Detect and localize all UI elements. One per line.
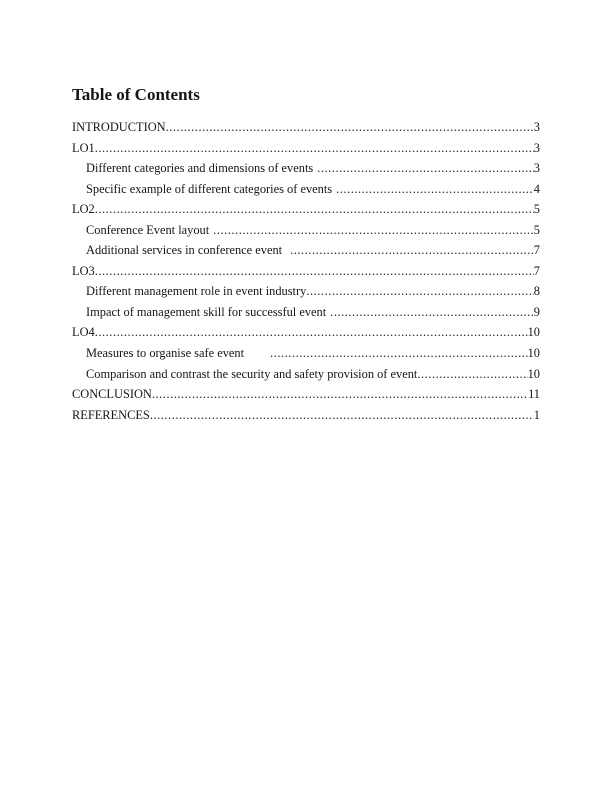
toc-entry-label: INTRODUCTION	[72, 120, 166, 134]
toc-entry-label: Different categories and dimensions of events	[86, 161, 314, 176]
toc-page-number: 7	[533, 263, 540, 278]
toc-entry-security-comparison[interactable]	[72, 364, 540, 385]
table-of-contents	[72, 117, 540, 425]
toc-dot-leader	[306, 281, 533, 302]
toc-entry-specific-example[interactable]	[72, 179, 540, 200]
toc-entry-label: Additional services in conference event	[86, 243, 283, 258]
toc-entry-lo1[interactable]	[72, 138, 540, 159]
toc-entry-label: Comparison and contrast the security and safety provision of event	[86, 366, 418, 381]
toc-entry-label: LO4	[72, 325, 95, 340]
toc-page-number: 10	[527, 346, 540, 361]
toc-entry-references[interactable]	[72, 405, 540, 426]
toc-page-number: 5	[533, 222, 540, 237]
toc-content	[72, 85, 540, 425]
toc-entry-label: Different management role in event industry	[86, 284, 307, 299]
toc-page-number: 3	[533, 120, 540, 134]
toc-dot-leader	[166, 117, 534, 138]
toc-page-number: 10	[527, 366, 540, 381]
toc-dot-leader	[213, 220, 534, 241]
toc-entry-label: Impact of management skill for successful event	[86, 304, 327, 319]
toc-dot-leader	[95, 322, 528, 343]
toc-dot-leader	[95, 138, 534, 159]
toc-entry-conclusion[interactable]	[72, 384, 540, 405]
toc-entry-conference-layout[interactable]	[72, 220, 540, 241]
toc-dot-leader	[336, 179, 534, 200]
toc-page-number: 8	[533, 284, 540, 299]
toc-page-number: 9	[533, 304, 540, 319]
toc-entry-label: Conference Event layout	[86, 222, 210, 237]
toc-page-number: 4	[533, 181, 540, 196]
toc-dot-leader	[150, 405, 534, 426]
toc-entry-label: Measures to organise safe event	[86, 346, 245, 361]
toc-dot-leader	[330, 302, 534, 323]
toc-entry-label: LO1	[72, 140, 95, 155]
toc-entry-safe-event-measures[interactable]	[72, 343, 540, 364]
toc-entry-label: LO2	[72, 202, 95, 217]
toc-dot-leader	[317, 158, 534, 179]
toc-entry-management-role[interactable]	[72, 281, 540, 302]
toc-page-number: 3	[533, 161, 540, 176]
toc-entry-label: LO3	[72, 263, 95, 278]
toc-page-number: 1	[533, 407, 540, 422]
toc-dot-leader	[290, 240, 534, 261]
toc-entry-lo3[interactable]	[72, 261, 540, 282]
toc-page-number: 7	[533, 243, 540, 258]
toc-page-number: 5	[533, 202, 540, 217]
toc-entry-introduction[interactable]	[72, 117, 540, 138]
toc-entry-lo2[interactable]	[72, 199, 540, 220]
toc-dot-leader	[95, 261, 534, 282]
toc-entry-label: Specific example of different categories of events	[86, 181, 333, 196]
toc-entry-additional-services[interactable]	[72, 240, 540, 261]
toc-entry-different-categories[interactable]	[72, 158, 540, 179]
toc-dot-leader	[270, 343, 528, 364]
toc-page-number: 3	[533, 140, 540, 155]
toc-entry-lo4[interactable]	[72, 322, 540, 343]
toc-entry-label: REFERENCES	[72, 407, 150, 422]
toc-page-number: 11	[528, 387, 540, 402]
toc-dot-leader	[152, 384, 528, 405]
toc-page-number: 10	[527, 325, 540, 340]
page-title: Table of Contents	[72, 85, 200, 104]
toc-dot-leader	[417, 364, 527, 385]
toc-dot-leader	[95, 199, 534, 220]
toc-entry-management-skill[interactable]	[72, 302, 540, 323]
toc-entry-label: CONCLUSION	[72, 387, 152, 402]
